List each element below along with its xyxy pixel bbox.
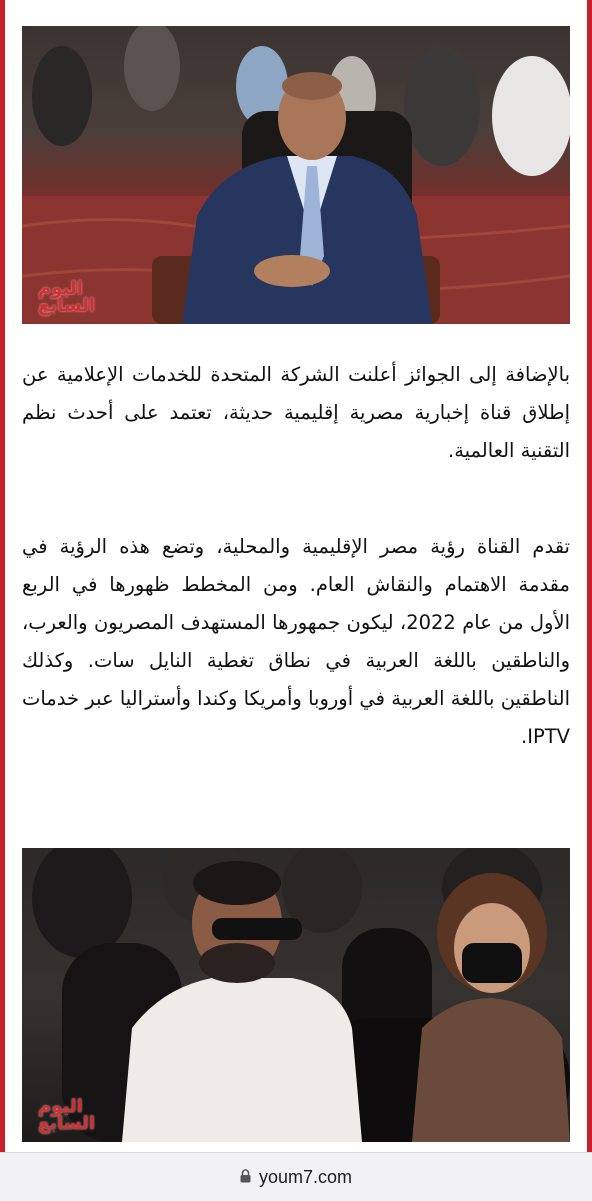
watermark-line-2: السابع [38,1113,96,1134]
watermark-line-1: اليوم [38,1096,83,1117]
paragraph-text: بالإضافة إلى الجوائز أعلنت الشركة المتحدة للخدمات الإعلامية عن إطلاق قناة إخبارية مصرية إقليمية حديثة، تعتمد على أحدث نظم التقنية العالمية. [22,363,570,462]
youm7-watermark [38,280,95,314]
left-frame-border [0,0,5,1152]
browser-url-bar[interactable] [0,1152,592,1201]
photo-1-scene [22,26,570,324]
right-frame-border [587,0,592,1152]
paragraph-text: تقدم القناة رؤية مصر الإقليمية والمحلية، وتضع هذه الرؤية في مقدمة الاهتمام والنقاش العام. ومن المخطط ظهورها في الربع الأول من عام 2022، ليكون جمهورها المستهدف المصريون والعرب، والناطقين باللغة العربية في نطاق تغطية النايل سات. وكذلك الناطقين باللغة العربية في أوروبا وأمريكا وكندا وأستراليا عبر خدمات IPTV. [22,535,570,748]
article-paragraph-2 [22,528,570,756]
photo-2-scene [22,848,570,1142]
url-domain[interactable]: youm7.com [258,1166,353,1187]
article-paragraph-1 [22,356,570,470]
watermark-line-1: اليوم [38,278,83,299]
article-photo-2[interactable] [22,848,570,1142]
article-photo-1[interactable] [22,26,570,324]
watermark-line-2: السابع [38,295,96,316]
youm7-watermark [38,1098,95,1132]
lock-icon [240,1169,251,1183]
